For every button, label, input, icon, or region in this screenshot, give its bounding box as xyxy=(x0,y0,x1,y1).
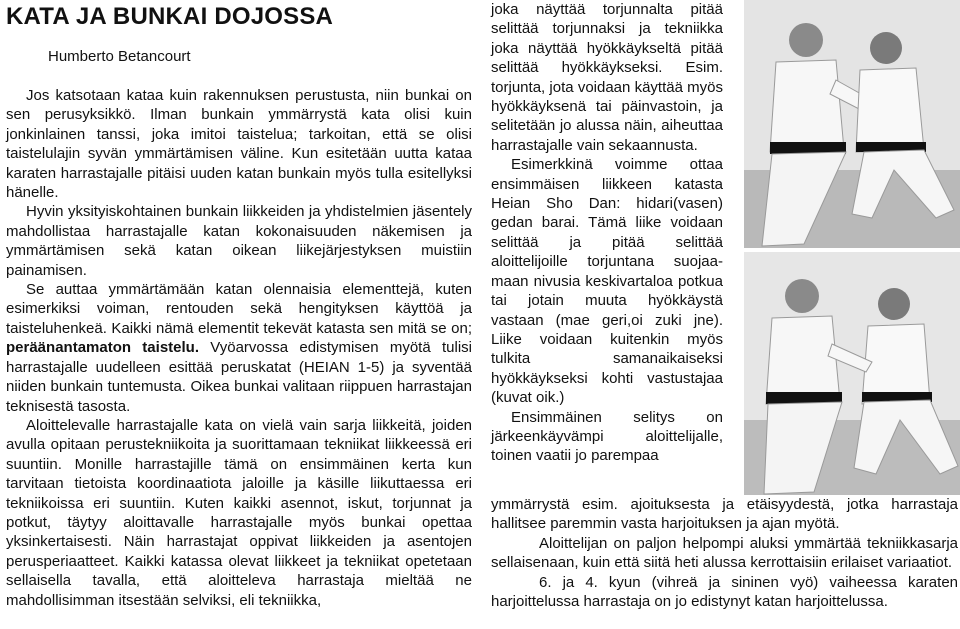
paragraph-kyu-level: 6. ja 4. kyun (vihreä ja sininen vyö) vaiheessa karaten harjoittelussa harrastaja on jo edistynyt katan harjoittelussa. xyxy=(491,573,958,611)
author-byline: Humberto Betancourt xyxy=(48,48,191,65)
emphasis-text: peräänantamaton taistelu. xyxy=(6,339,199,357)
paragraph-understanding: ymmärrystä esim. ajoituksesta ja etäisyydestä, jotka harrastaja hallitsee paremmin vasta harjoituksen ja ajan myötä. xyxy=(491,496,958,533)
article-column-left xyxy=(6,86,472,610)
paragraph-example: Esimerkkinä voimme ottaa ensimmäisen liikkeen katasta Heian Sho Dan: hidari(vasen) gedan barai. Tämä liike voidaan selittää ja pitää selittää aloittelijoille torjuntana suojaa-maan nivusia keskivartaloa potkua tai jotain muuta hyökkäystä vastaan (mae geri,oi zuki jne). Liike voidaan kuitenkin myös tulkita samanaikaiseksi hyökkäykseksi kohti vastustajaa (kuvat oik.) xyxy=(491,156,723,407)
karate-photo-block xyxy=(744,0,960,248)
karate-photo-block-image xyxy=(744,0,960,248)
paragraph-first-explanation: Ensimmäinen selitys on järkeenkäyvämpi aloittelijalle, toinen vaatii jo parempaa xyxy=(491,408,723,465)
paragraph-elements xyxy=(6,280,472,416)
paragraph-intro: Jos katsotaan kataa kuin rakennuksen perustusta, niin bunkai on sen perusyksikkö. Ilman bunkain ymmärrystä kata olisi kuin jonkinlainen tanssi, joka imitoi taistelua; tarkoitan, että se olisi taistelulajin syvän ymmärtämisen väline. Kun esitetään uutta kataa karaten harrastajalle pitäisi uuden katan bunkain myös tulla esitellyksi hänelle. xyxy=(6,87,472,202)
article-column-bottom xyxy=(491,495,958,611)
paragraph-elements-start: Se auttaa ymmärtämään katan olennaisia elementtejä, kuten esimerkiksi voiman, rentouden sekä hengityksen käyttöä ja taisteluhenkeä. Kaikki nämä elementit tekevät katasta sen mitä se on; xyxy=(6,281,472,337)
karate-photo-counter-image xyxy=(744,252,960,495)
paragraph-beginners: Aloittelevalle harrastajalle kata on vielä vain sarja liikkeitä, joiden avulla opitaan perustekniikoita ja suorittamaan tekniikat liikkeessä eri suuntiin. Monille harrastajille tämä on ensimmäinen kerta kun tarvitaan tietoista koordinaatiota jaloille ja käsille liikuttaessa eri tekniikoissa eri suuntiin. Kuten kaikki asennot, iskut, torjunnat ja potkut, täytyy aloittavalle harrastajalle myös bunkai opettaa yksinkertaisesti. Näin harrastajat oppivat liikkeiden ja asentojen perusperiaatteet. Kaikki katassa olevat liikkeet ja tekniikat opetetaan sellaisella tavalla, että aloitteleva harrastaja mieltää ne mahdollisimman itsestään selviksi, eli tekniikka, xyxy=(6,416,472,609)
karate-photo-counter xyxy=(744,252,960,495)
paragraph-elements-end: Vyöarvossa edistymisen myötä tulisi harrastajalle uudelleen esittää peruskatat (HEIAN 1-5) ja syventää niiden bunkain tuntemusta. Oikea bunkai valitaan riippuen harrastajan teknisestä tasosta. xyxy=(6,339,472,415)
paragraph-continuation: joka näyttää torjunnalta pitää selittää torjunnaksi ja tekniikka joka näyttää hyökkäykseltä pitää selittää hyökkäykseksi. Esim. torjunta, jota voidaan käyttää myös hyökkäyksenä tai päinvastoin, ja selitetään jo alussa näin, aiheuttaa harrastajalle vain sekaannusta. xyxy=(491,1,723,154)
paragraph-bunkai-detail: Hyvin yksityiskohtainen bunkain liikkeiden ja yhdistelmien jäsentely mahdollistaa harrastajalle katan kokonaisuuden näkemisen ja ymmärtämisen sekä katan oikean liikejärjestyksen muistiin painamisen. xyxy=(6,203,472,279)
article-title: KATA JA BUNKAI DOJOSSA xyxy=(6,3,334,30)
paragraph-technique-series: Aloittelijan on paljon helpompi aluksi ymmärtää tekniikkasarja sellaisenaan, kuin että siitä heti alussa kerrottaisiin erilaiset variaatiot. xyxy=(491,534,958,572)
article-column-right xyxy=(491,0,723,466)
